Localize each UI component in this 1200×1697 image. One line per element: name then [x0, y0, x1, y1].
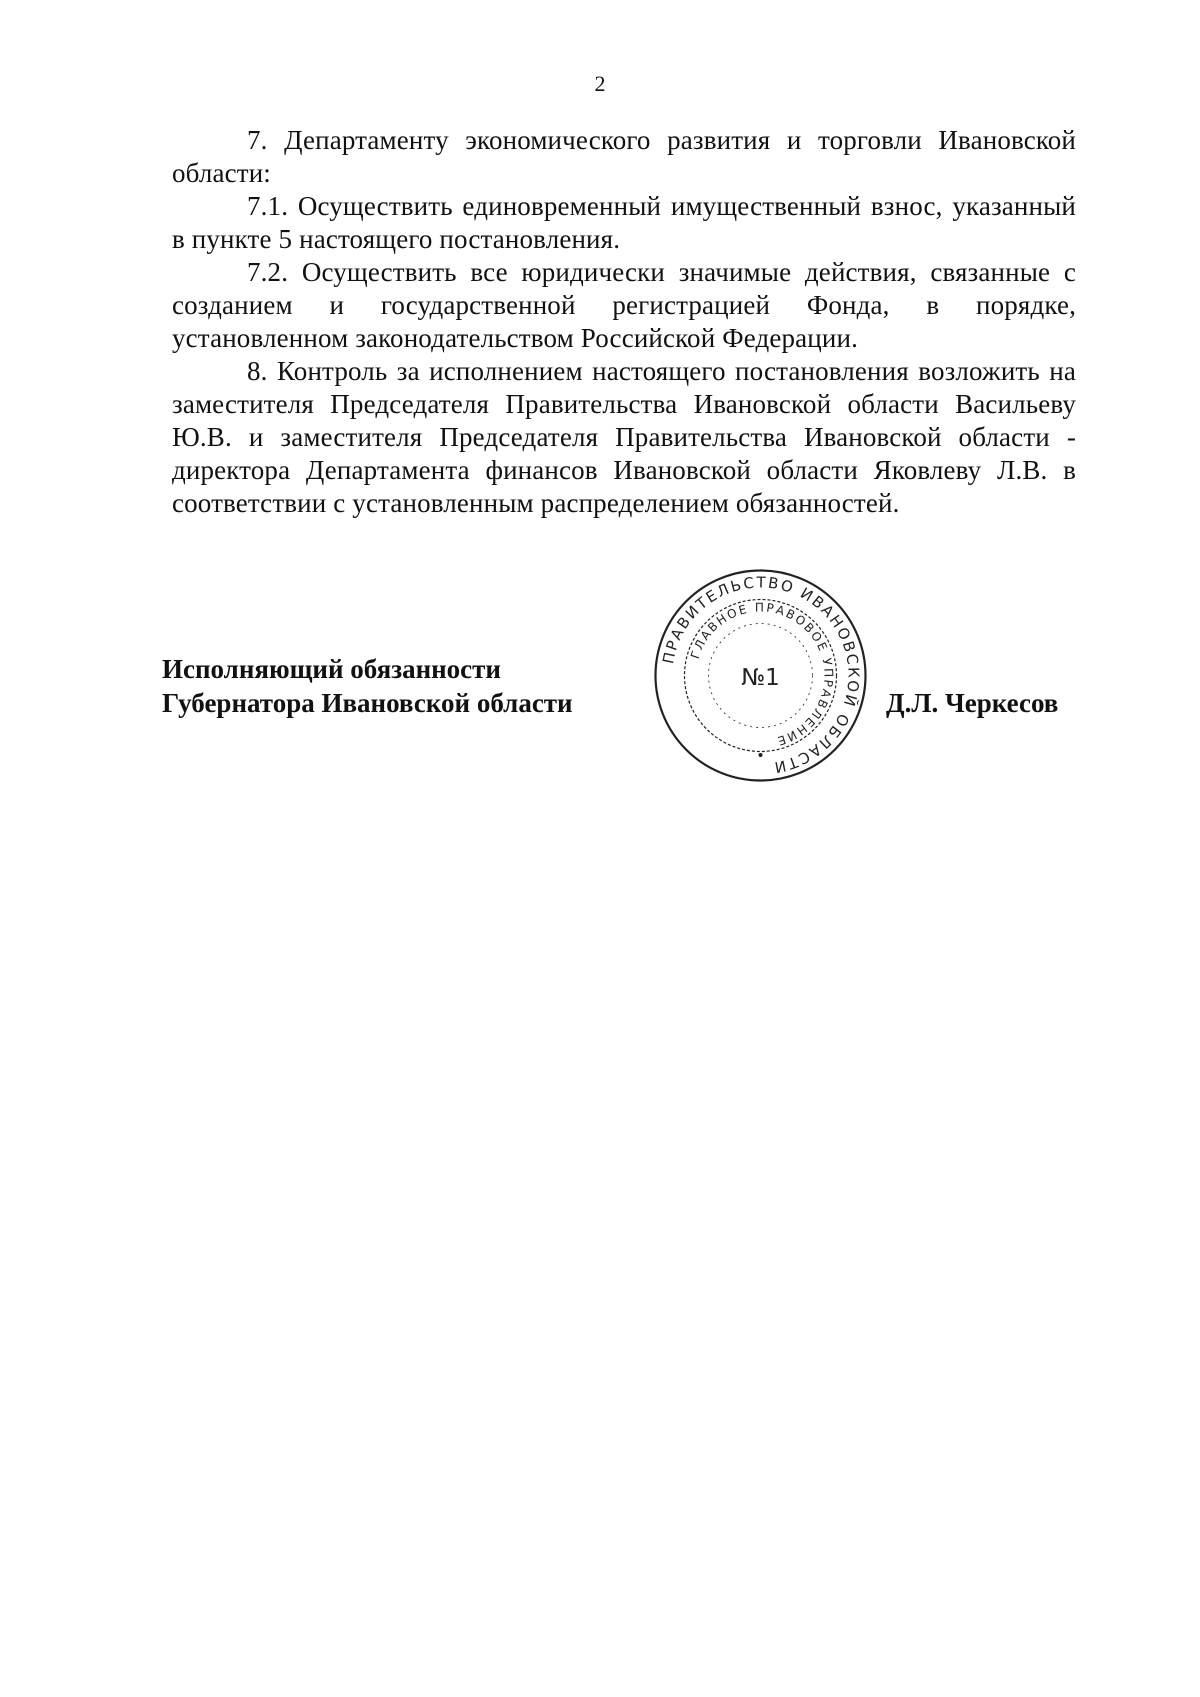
seal-inner-text: ГЛАВНОЕ ПРАВОВОЕ УПРАВЛЕНИЕ	[687, 600, 836, 749]
paragraph-8: 8. Контроль за исполнением настоящего постановления возложить на заместителя Председателя Правительства Ивановской области Васильеву Ю.В. и заместителя Председателя Правительства Ивановской области - директора Департамента финансов Ивановской области Яковлеву Л.В. в соответствии с установленным распределением обязанностей.	[172, 356, 1076, 518]
document-body	[172, 124, 1076, 520]
paragraph-7: 7. Департаменту экономического развития и торговли Ивановской области:	[172, 125, 1076, 188]
seal-dot	[759, 753, 763, 757]
paragraph-7-1: 7.1. Осуществить единовременный имущественный взнос, указанный в пункте 5 настоящего постановления.	[172, 191, 1076, 254]
official-seal	[652, 567, 869, 784]
signatory-name: Д.Л. Черкесов	[886, 688, 1059, 718]
signatory-position	[162, 652, 573, 720]
paragraph-7-2: 7.2. Осуществить все юридически значимые действия, связанные с созданием и государственной регистрацией Фонда, в порядке, установленном законодательством Российской Федерации.	[172, 257, 1076, 353]
page-number: 2	[594, 71, 606, 96]
seal-number: №1	[741, 665, 780, 691]
signatory-position-line2: Губернатора Ивановской области	[162, 688, 573, 718]
seal-outer-text: ПРАВИТЕЛЬСТВО ИВАНОВСКОЙ ОБЛАСТИ	[659, 573, 863, 777]
seal-graphic	[652, 567, 869, 784]
signatory-position-line1: Исполняющий обязанности	[162, 654, 501, 684]
